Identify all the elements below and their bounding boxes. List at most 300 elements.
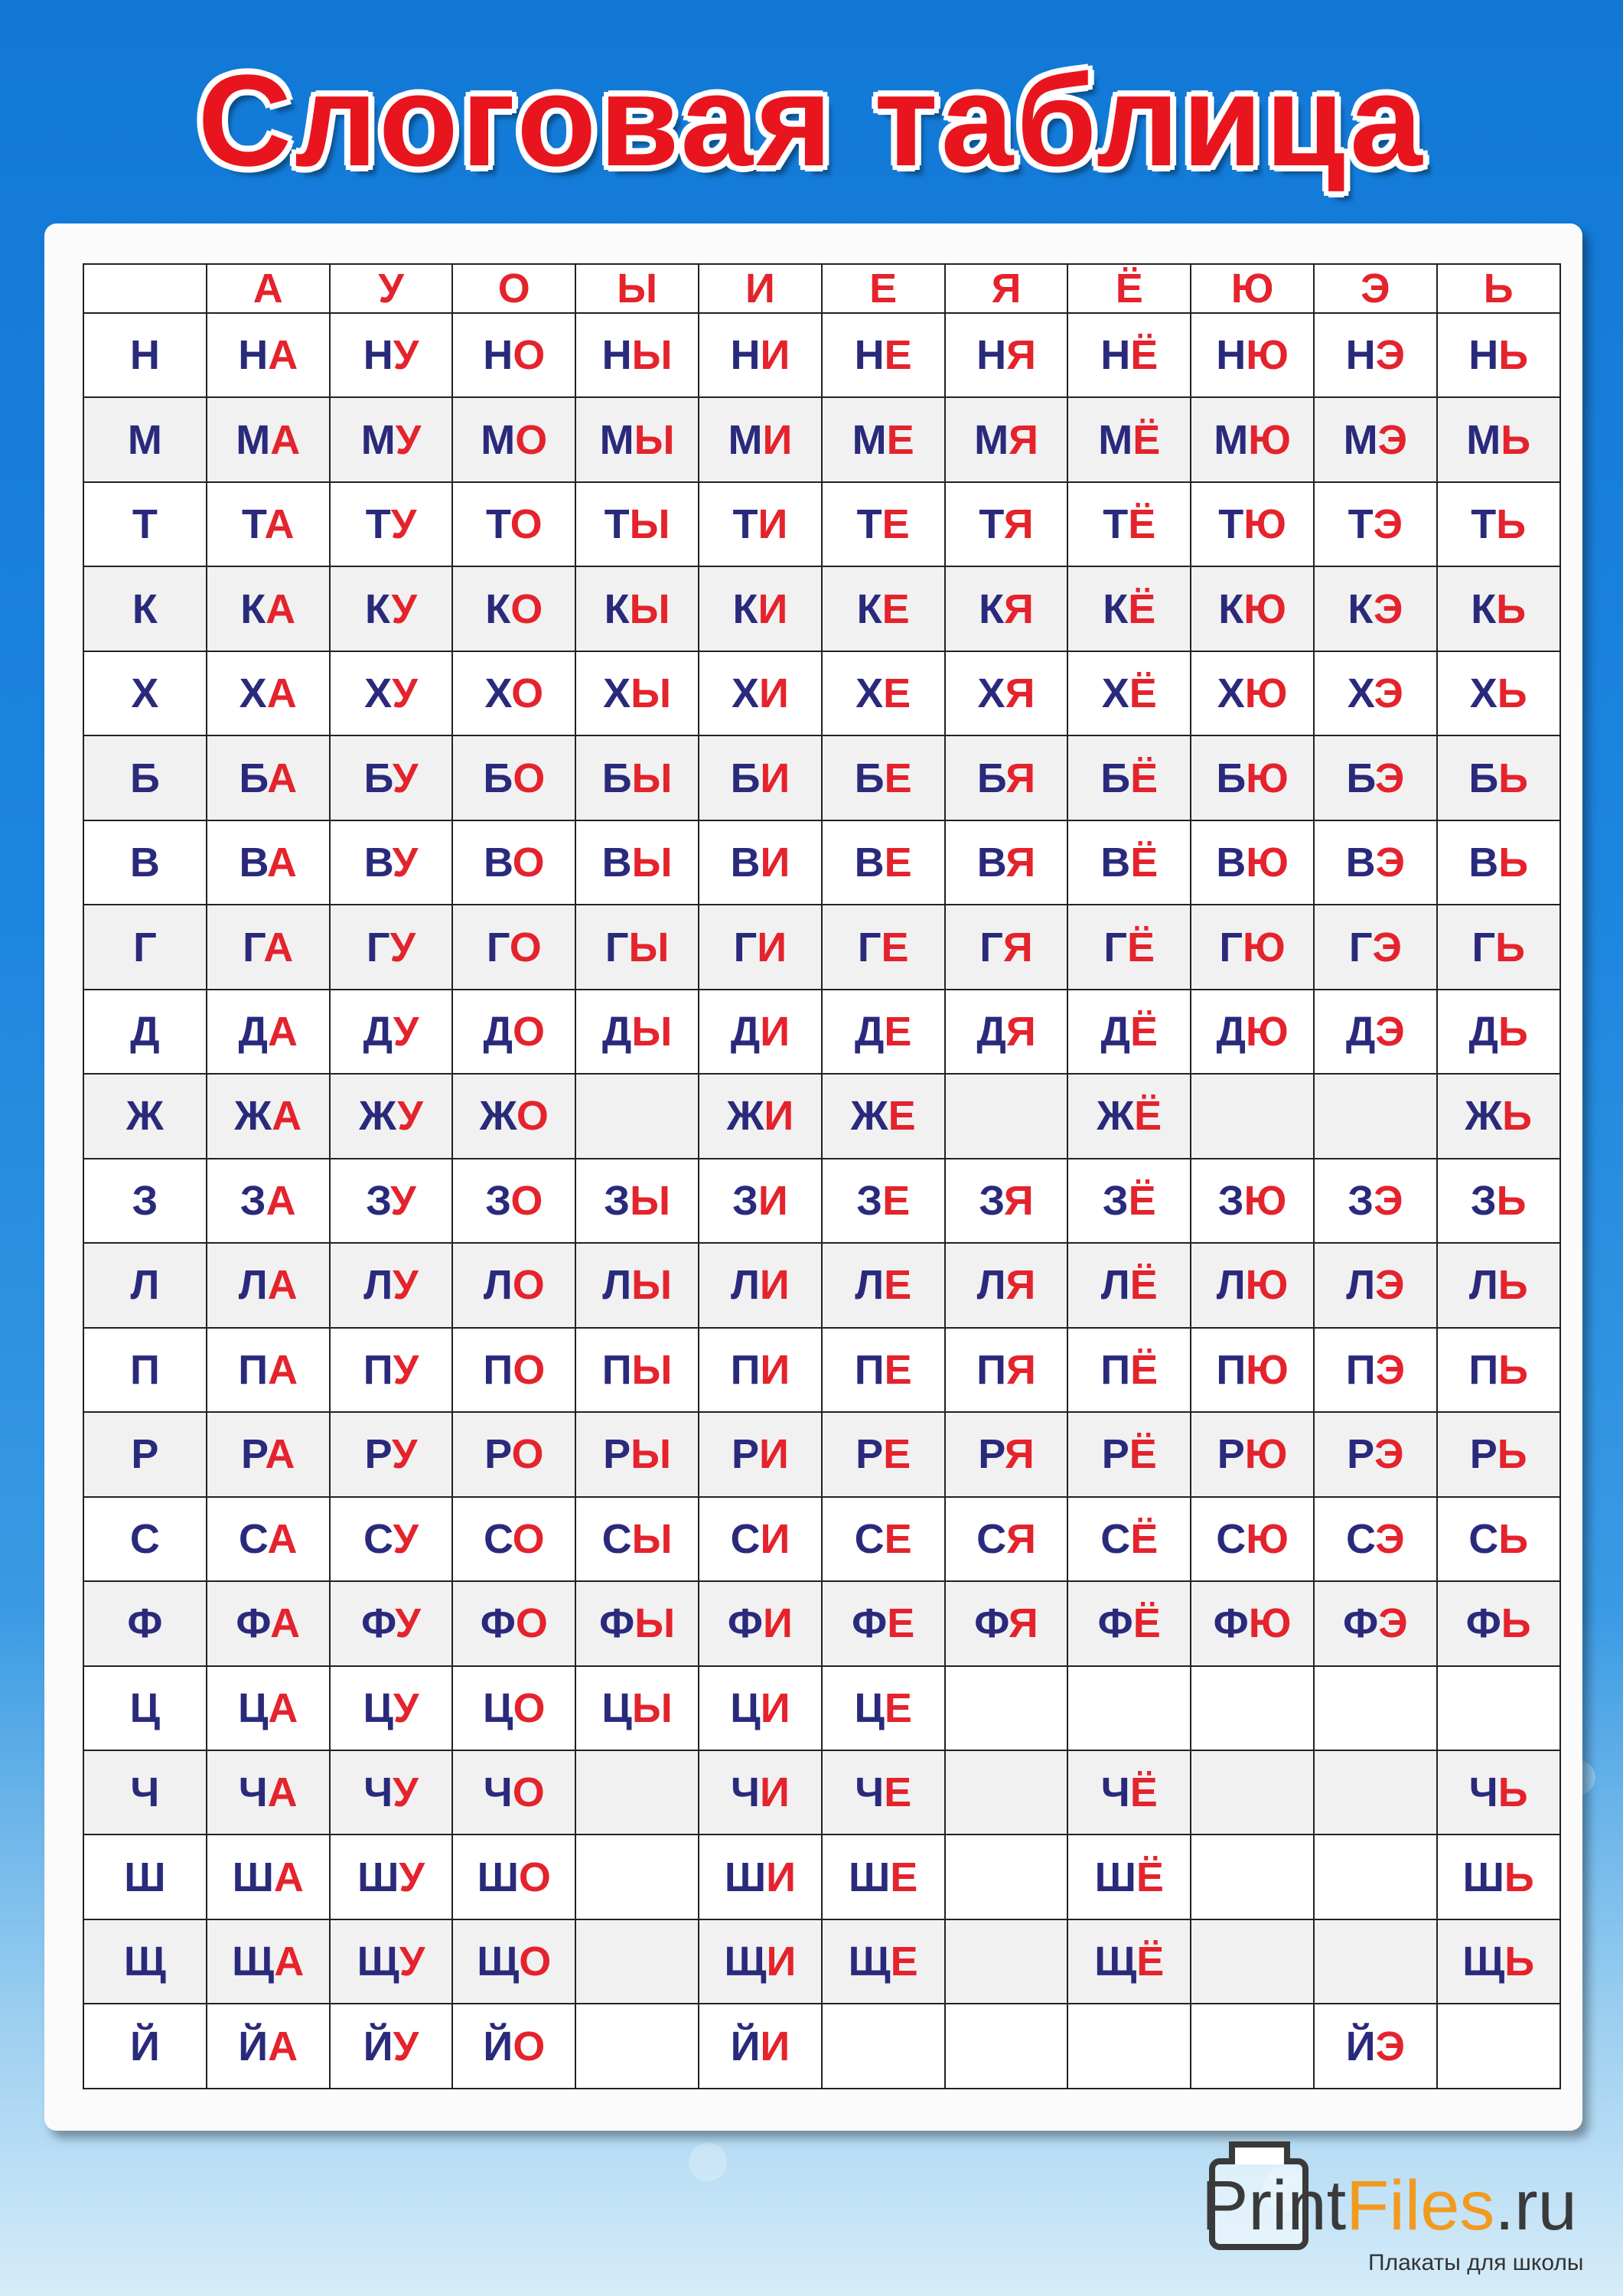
syllable-vowel: Ю (1248, 1600, 1292, 1647)
syllable-cell (575, 990, 699, 1074)
syllable-cell (699, 1243, 822, 1327)
syllable-cell (822, 1412, 945, 1496)
syllable-cell (452, 1750, 575, 1835)
syllable-cell (1437, 905, 1560, 989)
syllable-vowel: Е (884, 1346, 912, 1393)
syllable-consonant: Ж (726, 1093, 764, 1140)
syllable-vowel: Ь (1501, 416, 1531, 463)
syllable-consonant: З (240, 1177, 266, 1224)
syllable-vowel: Ю (1246, 755, 1289, 801)
syllable-vowel: Э (1375, 1515, 1405, 1562)
syllable-consonant: В (976, 840, 1006, 886)
syllable-vowel: Э (1377, 416, 1408, 463)
syllable-consonant: П (363, 1346, 393, 1393)
syllable-consonant: В (239, 840, 267, 886)
syllable-consonant: С (238, 1515, 268, 1562)
table-row (83, 313, 1560, 397)
logo-wordmark (1201, 2166, 1577, 2246)
empty-cell (1314, 1666, 1437, 1750)
syllable-consonant: Ш (1094, 1854, 1136, 1900)
syllable-cell (699, 1074, 822, 1158)
syllable-vowel: Э (1375, 1262, 1405, 1309)
syllable-vowel: Ё (1130, 1346, 1159, 1393)
syllable-cell (452, 820, 575, 905)
syllable-consonant: М (236, 416, 271, 463)
syllable-vowel: И (760, 755, 790, 801)
syllable-cell (699, 735, 822, 820)
syllable-consonant: Б (976, 755, 1006, 801)
syllable-vowel: У (393, 1346, 419, 1393)
syllable-consonant: Г (605, 924, 629, 970)
table-row (83, 2004, 1560, 2089)
syllable-cell (822, 1159, 945, 1243)
syllable-cell (1437, 1412, 1560, 1496)
syllable-vowel: И (766, 1939, 797, 1985)
syllable-vowel: Ю (1246, 1346, 1289, 1393)
syllable-consonant: Б (1346, 755, 1375, 801)
syllable-consonant: В (1345, 840, 1376, 886)
syllable-consonant: С (601, 1515, 632, 1562)
consonant-cell: С (83, 1497, 207, 1581)
syllable-vowel: Я (1005, 1262, 1036, 1309)
syllable-cell (452, 1243, 575, 1327)
syllable-consonant: С (1346, 1515, 1376, 1562)
syllable-consonant: Ш (357, 1854, 399, 1900)
syllable-cell (822, 482, 945, 566)
syllable-cell (822, 735, 945, 820)
syllable-consonant: М (974, 416, 1009, 463)
syllable-consonant: Н (1216, 332, 1247, 379)
syllable-consonant: М (728, 416, 763, 463)
empty-cell (1191, 1835, 1314, 1919)
syllable-vowel: У (399, 1939, 425, 1985)
syllable-cell (207, 1074, 330, 1158)
syllable-cell (207, 1750, 330, 1835)
syllable-vowel: Ю (1246, 332, 1289, 379)
syllable-vowel: Э (1375, 1346, 1405, 1393)
syllable-consonant: В (854, 840, 885, 886)
syllable-cell (330, 820, 453, 905)
syllable-cell (330, 990, 453, 1074)
syllable-cell (575, 482, 699, 566)
empty-cell (1067, 1666, 1191, 1750)
syllable-consonant: Ж (1097, 1093, 1135, 1140)
syllable-consonant: В (1100, 840, 1131, 886)
syllable-consonant: Ф (361, 1600, 396, 1647)
syllable-consonant: З (856, 1177, 883, 1224)
syllable-vowel: Ё (1136, 1939, 1165, 1985)
syllable-vowel: У (393, 1769, 419, 1816)
syllable-consonant: Ц (363, 1684, 393, 1731)
syllable-consonant: Х (1101, 670, 1129, 717)
syllable-cell (945, 1581, 1068, 1665)
syllable-cell (1437, 1074, 1560, 1158)
syllable-consonant: М (481, 416, 516, 463)
syllable-vowel: Я (1006, 332, 1036, 379)
syllable-vowel: И (760, 2023, 790, 2069)
syllable-consonant: Д (1468, 1008, 1498, 1055)
syllable-consonant: С (976, 1515, 1007, 1562)
syllable-cell (1437, 566, 1560, 651)
syllable-cell (330, 1412, 453, 1496)
syllable-vowel: А (263, 924, 294, 970)
syllable-vowel: Ь (1496, 585, 1527, 632)
syllable-vowel: А (270, 1600, 301, 1647)
syllable-cell (1437, 313, 1560, 397)
vowel-header-cell: У (330, 264, 453, 313)
syllable-cell (207, 905, 330, 989)
syllable-cell (822, 1666, 945, 1750)
syllable-consonant: Р (855, 1431, 884, 1478)
syllable-consonant: К (979, 585, 1005, 632)
syllable-vowel: Э (1375, 332, 1406, 379)
empty-cell (1314, 1750, 1437, 1835)
table-row (83, 651, 1560, 735)
syllable-vowel: Ё (1133, 416, 1161, 463)
syllable-consonant: Д (363, 1008, 393, 1055)
table-row (83, 482, 1560, 566)
syllable-cell (945, 482, 1068, 566)
syllable-cell (1067, 1328, 1191, 1412)
syllable-vowel: У (393, 1262, 419, 1309)
syllable-consonant: З (1348, 1177, 1374, 1224)
syllable-cell (1314, 1328, 1437, 1412)
syllable-cell (207, 1497, 330, 1581)
syllable-cell (1437, 990, 1560, 1074)
syllable-vowel: Е (888, 1093, 916, 1140)
syllable-consonant: М (360, 416, 396, 463)
printfiles-logo (1194, 2135, 1607, 2281)
syllable-consonant: К (732, 585, 758, 632)
syllable-vowel: Е (883, 670, 911, 717)
syllable-vowel: Ю (1244, 670, 1288, 717)
syllable-cell (452, 651, 575, 735)
syllable-cell (699, 482, 822, 566)
syllable-vowel: А (266, 1177, 296, 1224)
syllable-consonant: Х (855, 670, 884, 717)
syllable-consonant: Ж (479, 1093, 517, 1140)
syllable-vowel: О (519, 1939, 552, 1985)
syllable-consonant: П (483, 1346, 513, 1393)
syllable-vowel: А (267, 1008, 298, 1055)
syllable-vowel: Ю (1243, 585, 1286, 632)
vowel-header-cell: Ю (1191, 264, 1314, 313)
syllable-cell (207, 397, 330, 481)
empty-cell (1191, 1074, 1314, 1158)
syllable-cell (945, 1412, 1068, 1496)
syllable-cell (822, 313, 945, 397)
syllable-vowel: О (513, 1346, 546, 1393)
empty-cell (1437, 1666, 1560, 1750)
syllable-cell (207, 1159, 330, 1243)
syllable-cell (1437, 1243, 1560, 1327)
syllable-vowel: Ю (1243, 501, 1286, 548)
syllable-cell (945, 1328, 1068, 1412)
vowel-header-cell: Э (1314, 264, 1437, 313)
syllable-vowel: Е (882, 501, 910, 548)
syllable-vowel: Е (882, 1177, 911, 1224)
syllable-consonant: З (366, 1177, 391, 1224)
syllable-vowel: И (758, 1177, 788, 1224)
syllable-cell (1314, 2004, 1437, 2089)
syllable-consonant: Ц (483, 1684, 513, 1731)
syllable-vowel: У (391, 585, 417, 632)
syllable-consonant: П (854, 1346, 885, 1393)
syllable-consonant: Ф (1213, 1600, 1249, 1647)
syllable-cell (207, 1581, 330, 1665)
syllable-vowel: Ь (1498, 755, 1528, 801)
logo-subtitle: Плакаты для школы (1368, 2250, 1584, 2275)
syllable-consonant: Ф (727, 1600, 764, 1647)
syllable-consonant: Р (241, 1431, 266, 1478)
syllable-consonant: Б (854, 755, 885, 801)
syllable-vowel: У (390, 501, 417, 548)
table-row (83, 1412, 1560, 1496)
syllable-cell (1314, 1497, 1437, 1581)
vowel-header-cell: А (207, 264, 330, 313)
syllable-vowel: О (512, 1262, 545, 1309)
syllable-vowel: Э (1374, 670, 1403, 717)
syllable-cell (575, 397, 699, 481)
syllable-vowel: О (510, 501, 543, 548)
syllable-cell (699, 1666, 822, 1750)
syllable-vowel: Е (883, 1431, 911, 1478)
syllable-consonant: Т (732, 501, 758, 548)
syllable-consonant: З (1470, 1177, 1497, 1224)
syllable-consonant: П (238, 1346, 269, 1393)
syllable-vowel: Е (881, 924, 909, 970)
syllable-consonant: С (1216, 1515, 1247, 1562)
consonant-cell: Й (83, 2004, 207, 2089)
syllable-consonant: К (1348, 585, 1374, 632)
syllable-cell (699, 1919, 822, 2004)
syllable-vowel: Э (1372, 924, 1402, 970)
syllable-cell (699, 313, 822, 397)
syllable-cell (1314, 1412, 1437, 1496)
empty-cell (945, 1919, 1068, 2004)
syllable-vowel: Ы (628, 924, 670, 970)
syllable-vowel: А (268, 2023, 298, 2069)
syllable-consonant: П (1216, 1346, 1247, 1393)
syllable-vowel: Ё (1128, 501, 1156, 548)
syllable-cell (330, 735, 453, 820)
table-row (83, 1243, 1560, 1327)
syllable-vowel: И (757, 924, 787, 970)
syllable-consonant: Х (239, 670, 267, 717)
syllable-vowel: Ю (1246, 840, 1289, 886)
syllable-cell (1437, 820, 1560, 905)
empty-cell (1314, 1835, 1437, 1919)
syllable-vowel: А (273, 1854, 304, 1900)
syllable-consonant: Р (731, 1431, 759, 1478)
syllable-cell (1191, 735, 1314, 820)
syllable-cell (699, 1412, 822, 1496)
syllable-vowel: Э (1373, 585, 1403, 632)
syllable-consonant: Ф (236, 1600, 271, 1647)
syllable-vowel: Ы (634, 1600, 676, 1647)
syllable-cell (822, 905, 945, 989)
syllable-cell (575, 905, 699, 989)
syllable-vowel: Ё (1129, 670, 1157, 717)
syllable-vowel: Е (884, 1684, 912, 1731)
syllable-vowel: А (267, 1262, 298, 1309)
syllable-cell (1191, 1581, 1314, 1665)
syllable-vowel: А (268, 332, 298, 379)
syllable-vowel: Ь (1502, 1093, 1532, 1140)
syllable-cell (330, 482, 453, 566)
syllable-table (83, 263, 1561, 2089)
empty-cell (1437, 2004, 1560, 2089)
syllable-consonant: Г (1471, 924, 1496, 970)
syllable-cell (1314, 566, 1437, 651)
syllable-cell (575, 820, 699, 905)
syllable-vowel: О (510, 1177, 543, 1224)
syllable-vowel: Ь (1497, 1431, 1527, 1478)
syllable-cell (207, 1412, 330, 1496)
syllable-consonant: Т (1471, 501, 1497, 548)
syllable-cell (822, 566, 945, 651)
syllable-cell (945, 990, 1068, 1074)
syllable-cell (1191, 905, 1314, 989)
syllable-vowel: О (513, 1684, 546, 1731)
syllable-consonant: К (485, 585, 511, 632)
table-row (83, 1159, 1560, 1243)
syllable-consonant: Б (1468, 755, 1499, 801)
syllable-cell (452, 1497, 575, 1581)
syllable-cell (1314, 1159, 1437, 1243)
syllable-cell (1314, 313, 1437, 397)
syllable-cell (1437, 1750, 1560, 1835)
vowel-header-cell: Е (822, 264, 945, 313)
syllable-cell (1067, 905, 1191, 989)
syllable-cell (575, 1328, 699, 1412)
syllable-consonant: Г (486, 924, 510, 970)
syllable-cell (699, 566, 822, 651)
syllable-cell (1067, 1581, 1191, 1665)
syllable-cell (1191, 1159, 1314, 1243)
consonant-cell: Ж (83, 1074, 207, 1158)
syllable-consonant: Х (1469, 670, 1498, 717)
consonant-cell: Н (83, 313, 207, 397)
empty-cell (1191, 1666, 1314, 1750)
syllable-vowel: Ы (631, 1008, 673, 1055)
syllable-consonant: Г (1219, 924, 1243, 970)
syllable-cell (575, 735, 699, 820)
syllable-vowel: О (513, 332, 546, 379)
empty-cell (945, 1074, 1068, 1158)
syllable-consonant: Б (239, 755, 268, 801)
syllable-cell (822, 1328, 945, 1412)
syllable-cell (699, 990, 822, 1074)
syllable-vowel: У (393, 1515, 419, 1562)
logo-domain-text: .ru (1494, 2167, 1577, 2245)
syllable-vowel: Ь (1498, 840, 1529, 886)
table-row (83, 1497, 1560, 1581)
consonant-cell: В (83, 820, 207, 905)
syllable-consonant: Ф (480, 1600, 516, 1647)
syllable-consonant: Т (485, 501, 510, 548)
table-row (83, 735, 1560, 820)
syllable-cell (1437, 1581, 1560, 1665)
syllable-consonant: Т (365, 501, 391, 548)
syllable-consonant: Щ (232, 1939, 275, 1985)
syllable-consonant: Т (856, 501, 882, 548)
empty-cell (575, 1835, 699, 1919)
syllable-vowel: Е (884, 1008, 912, 1055)
syllable-vowel: Ы (631, 1346, 673, 1393)
empty-cell (945, 2004, 1068, 2089)
syllable-vowel: Э (1375, 2023, 1405, 2069)
consonant-cell: Х (83, 651, 207, 735)
syllable-vowel: Е (886, 416, 914, 463)
syllable-cell (1314, 1243, 1437, 1327)
syllable-consonant: Щ (1462, 1939, 1505, 1985)
syllable-vowel: И (758, 670, 789, 717)
syllable-vowel: А (267, 1769, 298, 1816)
syllable-cell (699, 2004, 822, 2089)
syllable-consonant: Р (978, 1431, 1005, 1478)
syllable-vowel: И (758, 585, 788, 632)
syllable-vowel: Ы (631, 332, 673, 379)
syllable-cell (1067, 1497, 1191, 1581)
syllable-consonant: П (1468, 1346, 1499, 1393)
syllable-vowel: И (764, 1093, 794, 1140)
logo-files-text: Files (1346, 2167, 1495, 2245)
syllable-cell (575, 1497, 699, 1581)
syllable-consonant: Б (730, 755, 761, 801)
syllable-vowel: Е (884, 1515, 912, 1562)
syllable-cell (1437, 1497, 1560, 1581)
vowel-header-cell: Ы (575, 264, 699, 313)
syllable-consonant: Л (1216, 1262, 1246, 1309)
syllable-vowel: Ы (631, 1515, 673, 1562)
syllable-cell (330, 1328, 453, 1412)
syllable-cell (1067, 566, 1191, 651)
syllable-consonant: К (1218, 585, 1244, 632)
syllable-vowel: Ё (1129, 1008, 1159, 1055)
syllable-cell (1067, 482, 1191, 566)
syllable-vowel: Ю (1245, 1262, 1289, 1309)
syllable-consonant: Щ (1094, 1939, 1137, 1985)
syllable-vowel: Ы (631, 1262, 672, 1309)
syllable-vowel: А (265, 1431, 295, 1478)
syllable-consonant: С (483, 1515, 513, 1562)
syllable-cell (699, 397, 822, 481)
syllable-vowel: У (393, 1008, 419, 1055)
syllable-consonant: Ч (238, 1769, 268, 1816)
syllable-cell (452, 735, 575, 820)
syllable-cell (452, 1328, 575, 1412)
syllable-cell (575, 313, 699, 397)
syllable-cell (575, 1412, 699, 1496)
syllable-consonant: Й (363, 2023, 393, 2069)
syllable-vowel: Ь (1504, 1939, 1535, 1985)
syllable-consonant: Й (1345, 2023, 1376, 2069)
syllable-vowel: Ь (1498, 1008, 1528, 1055)
syllable-cell (1437, 482, 1560, 566)
syllable-consonant: Б (601, 755, 632, 801)
syllable-vowel: А (268, 1684, 298, 1731)
syllable-consonant: Т (241, 501, 265, 548)
syllable-cell (699, 1328, 822, 1412)
syllable-consonant: П (1345, 1346, 1376, 1393)
syllable-cell (330, 1074, 453, 1158)
syllable-vowel: Я (1003, 1177, 1034, 1224)
syllable-cell (207, 1835, 330, 1919)
syllable-consonant: Л (855, 1262, 885, 1309)
table-row (83, 905, 1560, 989)
syllable-cell (1067, 313, 1191, 397)
